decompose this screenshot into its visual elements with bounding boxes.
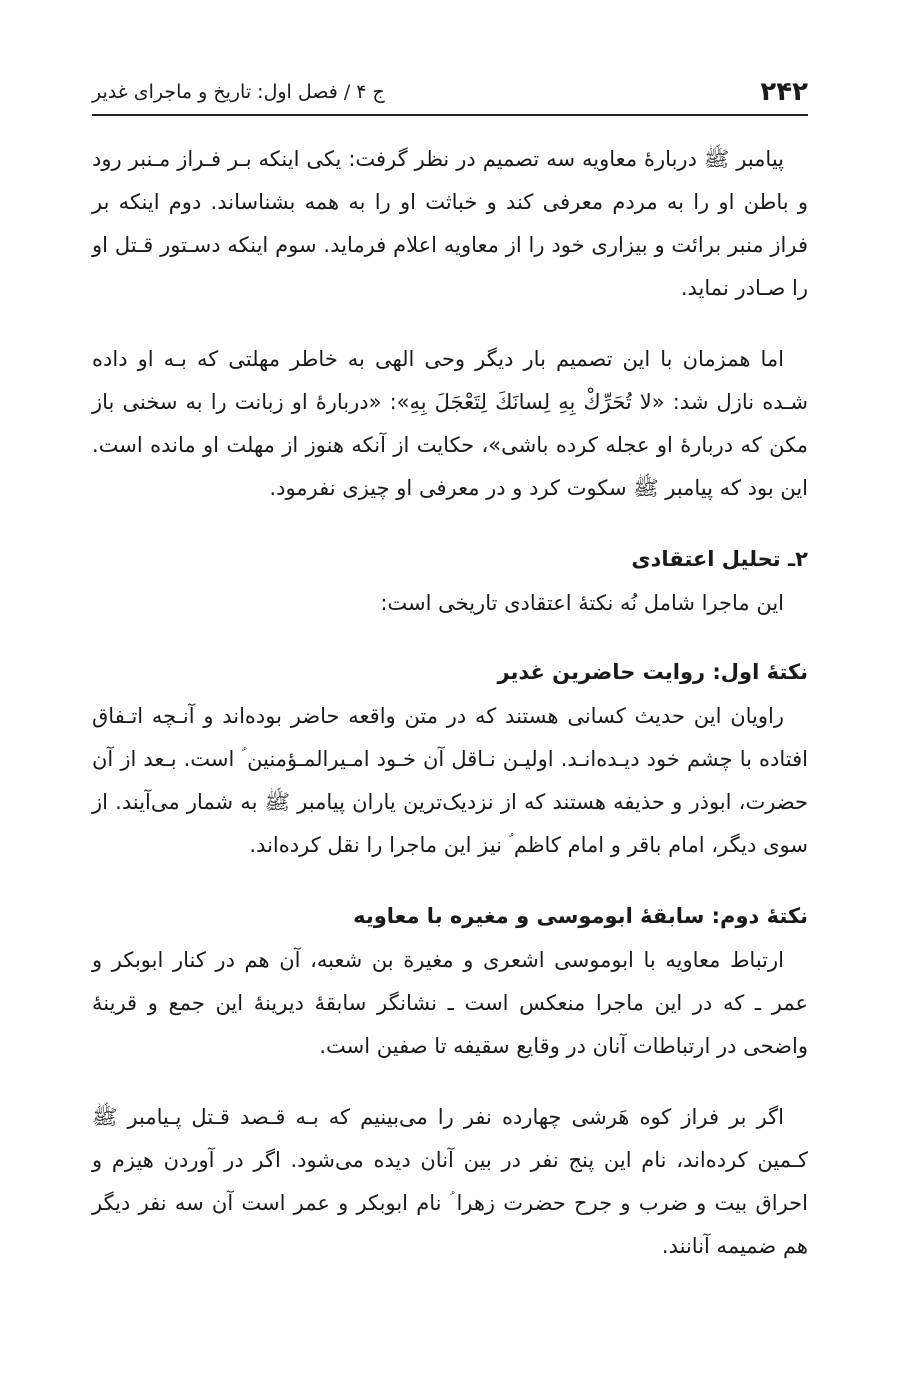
- point2-heading: نکتهٔ دوم: سابقهٔ ابوموسی و مغیره با معاویه: [353, 904, 808, 928]
- point2-text: ارتباط معاویه با ابوموسی اشعری و مغیرة بن شعبه، آن هم در کنار ابوبکر و عمر ـ که در این ماجرا منعکس است ـ نشانگر سابقهٔ دیرینهٔ این جمع و قرینهٔ واضحی در ارتباطات آنان در وقایع سقیفه تا صفین است.: [92, 948, 808, 1058]
- page-header: [92, 70, 808, 116]
- paragraph-decisions: پیامبر ﷺ دربارهٔ معاویه سه تصمیم در نظر گرفت: یکی اینکه بـر فـراز مـنبر رود و باطن او را به مردم معرفی کند و خباثت او را به همه بشناساند. دوم اینکه بر فراز منبر برائت و بیزاری خود را از معاویه اعلام فرماید. سوم اینکه دسـتور قـتل او را صـادر نماید.: [92, 147, 808, 300]
- paragraph-revelation: اما همزمان با این تصمیم بار دیگر وحی الهی به خاطر مهلتی که بـه او داده شـده نازل شد: «لا تُحَرِّكْ بِهِ لِسانَكَ لِتَعْجَلَ بِهِ»: «دربارهٔ او زبانت را به سخنی باز مکن که دربارهٔ او عجله کرده باشی»، حکایت از آنکه هنوز از مهلت او مانده است. این بود که پیامبر ﷺ سکوت کرد و در معرفی او چیزی نفرمود.: [92, 347, 808, 500]
- point1-text: راویان این حدیث کسانی هستند که در متن واقعه حاضر بوده‌اند و آنـچه اتـفاق افتاده با چشم خود دیـده‌انـد. اولیـن نـاقل آن خـود امـیرالمـؤمنین ؑ است. بـعد از آن حضرت، ابوذر و حذیفه هستند که از نزدیک‌ترین یاران پیامبر ﷺ به شمار می‌آیند. از سوی دیگر، امام باقر و امام کاظم ؑ نیز این ماجرا را نقل کرده‌اند.: [92, 704, 808, 857]
- point1-heading: نکتهٔ اول: روایت حاضرین غدیر: [497, 660, 808, 684]
- section-intro: این ماجرا شامل نُه نکتهٔ اعتقادی تاریخی است:: [380, 591, 784, 615]
- running-title: ج ۴ / فصل اول: تاریخ و ماجرای غدیر: [92, 81, 385, 103]
- point2-text-continued: اگر بر فراز کوه هَرشی چهارده نفر را می‌بینیم که بـه قـصد قـتل پـیامبر ﷺ کـمین کرده‌اند، نام این پنج نفر در بین آنان دیده می‌شود. اگر در آوردن هیزم و احراق بیت و ضرب و جرح حضرت زهرا ؑ نام ابوبکر و عمر است آن سه نفر دیگر هم ضمیمه آنانند.: [92, 1105, 808, 1258]
- section-heading: ۲ـ تحلیل اعتقادی: [631, 547, 808, 571]
- page-number: ۲۴۲: [760, 77, 808, 107]
- page-content: [92, 138, 808, 1296]
